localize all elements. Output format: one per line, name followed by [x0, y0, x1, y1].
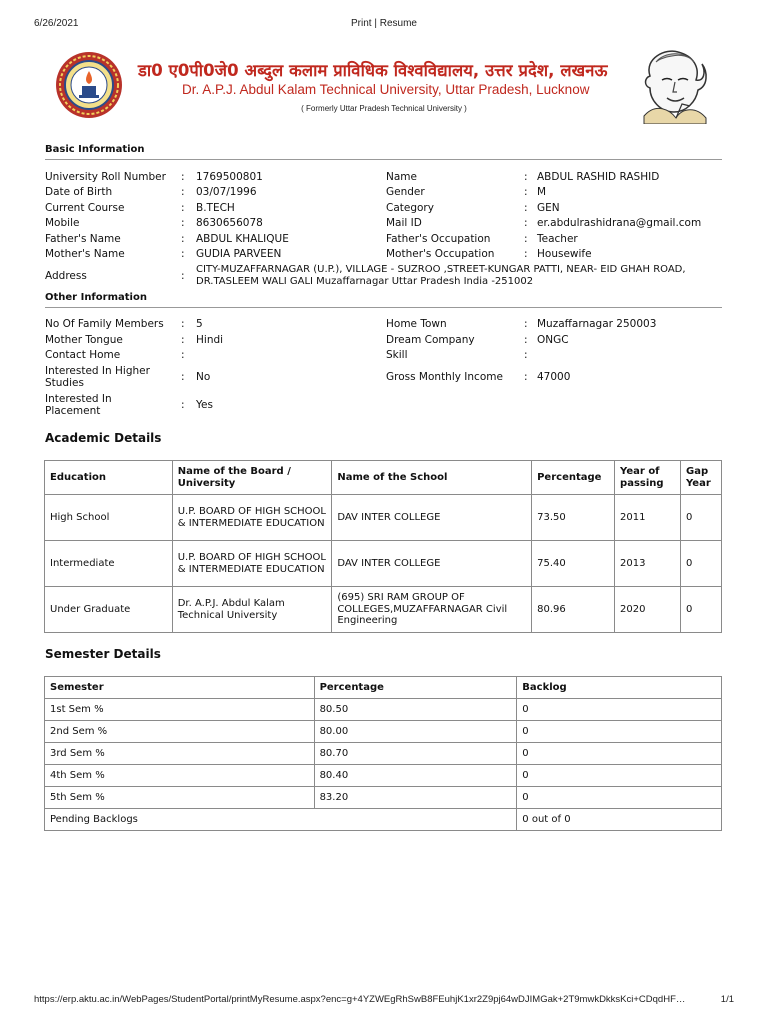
info-label: University Roll Number — [45, 171, 166, 183]
print-header — [34, 18, 734, 32]
colon: : — [181, 186, 185, 198]
section-divider — [45, 307, 722, 308]
table-cell: 1st Sem % — [45, 699, 315, 721]
info-label: Mobile — [45, 217, 80, 229]
table-header-row — [45, 461, 722, 495]
university-name-hindi: डा0 ए0पी0जे0 अब्दुल कलाम प्राविधिक विश्वविद्यालय, उत्तर प्रदेश, लखनऊ — [138, 61, 608, 80]
info-label: Name — [386, 171, 417, 183]
info-value: 5 — [196, 318, 203, 330]
colon: : — [524, 371, 528, 383]
table-cell: 5th Sem % — [45, 787, 315, 809]
table-cell: 0 — [517, 721, 722, 743]
table-row — [45, 495, 722, 541]
info-label: No Of Family Members — [45, 318, 164, 330]
column-header: Name of the School — [332, 461, 532, 495]
colon: : — [524, 171, 528, 183]
column-header: Year of passing — [615, 461, 681, 495]
address-row — [45, 264, 725, 290]
column-header: Name of the Board / University — [172, 461, 332, 495]
table-row — [45, 699, 722, 721]
colon: : — [181, 248, 185, 260]
colon: : — [524, 248, 528, 260]
academic-table — [44, 460, 722, 633]
table-cell: 0 — [517, 743, 722, 765]
pending-backlogs-value: 0 out of 0 — [517, 809, 722, 831]
info-label: Mother's Occupation — [386, 248, 495, 260]
table-header-row — [45, 677, 722, 699]
table-row — [45, 765, 722, 787]
academic-details-title: Academic Details — [45, 431, 162, 445]
info-value: 03/07/1996 — [196, 186, 257, 198]
colon: : — [524, 334, 528, 346]
table-cell: 0 — [680, 587, 721, 633]
info-value: Hindi — [196, 334, 224, 346]
table-row — [45, 587, 722, 633]
table-cell: 83.20 — [314, 787, 517, 809]
colon: : — [181, 202, 185, 214]
semester-details-title: Semester Details — [45, 647, 161, 661]
table-cell: 80.00 — [314, 721, 517, 743]
table-cell: U.P. BOARD OF HIGH SCHOOL & INTERMEDIATE EDUCATION — [172, 541, 332, 587]
pending-backlogs-label: Pending Backlogs — [45, 809, 517, 831]
table-cell: 0 — [517, 699, 722, 721]
info-value: GEN — [537, 202, 560, 214]
info-value: 47000 — [537, 371, 571, 383]
table-cell: 3rd Sem % — [45, 743, 315, 765]
table-cell: (695) SRI RAM GROUP OF COLLEGES,MUZAFFARNAGAR Civil Engineering — [332, 587, 532, 633]
info-label: Interested In Higher Studies — [45, 365, 150, 389]
table-cell: Dr. A.P.J. Abdul Kalam Technical University — [172, 587, 332, 633]
table-cell: 80.40 — [314, 765, 517, 787]
info-value: Muzaffarnagar 250003 — [537, 318, 657, 330]
info-label: Father's Name — [45, 233, 121, 245]
table-cell: 75.40 — [532, 541, 615, 587]
info-value: ABDUL RASHID RASHID — [537, 171, 660, 183]
column-header: Backlog — [517, 677, 722, 699]
address-value: CITY-MUZAFFARNAGAR (U.P.), VILLAGE - SUZROO ,STREET-KUNGAR PATTI, NEAR- EID GHAH ROAD, DR.TASLEEM WALI GALI Muzaffarnagar Uttar Pradesh India -251002 — [196, 264, 686, 287]
colon: : — [524, 186, 528, 198]
semester-table — [44, 676, 722, 831]
info-label: Skill — [386, 349, 408, 361]
table-cell: 0 — [680, 495, 721, 541]
other-info-title: Other Information — [45, 292, 147, 303]
info-value: 8630656078 — [196, 217, 263, 229]
print-footer — [34, 994, 734, 1005]
info-label: Home Town — [386, 318, 447, 330]
table-cell: Under Graduate — [45, 587, 173, 633]
section-divider — [45, 159, 722, 160]
table-cell: 80.50 — [314, 699, 517, 721]
info-value: No — [196, 371, 211, 383]
colon: : — [181, 349, 185, 361]
table-cell: 0 — [680, 541, 721, 587]
colon: : — [181, 318, 185, 330]
info-label: Gender — [386, 186, 425, 198]
table-cell: 4th Sem % — [45, 765, 315, 787]
info-value: Housewife — [537, 248, 592, 260]
university-name-english: Dr. A.P.J. Abdul Kalam Technical University, Uttar Pradesh, Lucknow — [182, 82, 590, 97]
colon: : — [181, 334, 185, 346]
column-header: Percentage — [314, 677, 517, 699]
info-label: Category — [386, 202, 434, 214]
table-cell: 0 — [517, 765, 722, 787]
info-label: Dream Company — [386, 334, 475, 346]
colon: : — [181, 171, 185, 183]
info-value: GUDIA PARVEEN — [196, 248, 282, 260]
table-cell: 2020 — [615, 587, 681, 633]
column-header: Gap Year — [680, 461, 721, 495]
table-cell: U.P. BOARD OF HIGH SCHOOL & INTERMEDIATE EDUCATION — [172, 495, 332, 541]
info-row — [45, 365, 725, 389]
colon: : — [181, 371, 185, 383]
table-cell: Intermediate — [45, 541, 173, 587]
table-row — [45, 787, 722, 809]
info-label: Date of Birth — [45, 186, 113, 198]
info-value: er.abdulrashidrana@gmail.com — [537, 217, 702, 229]
info-value: ONGC — [537, 334, 569, 346]
table-row — [45, 541, 722, 587]
print-url[interactable]: https://erp.aktu.ac.in/WebPages/StudentPortal/printMyResume.aspx?enc=g+4YZWEgRhSwB8FEuhjK1xr2Z9pj64wDJIMGak+2T9mwkDkksKci+CDqdHF… — [34, 994, 686, 1005]
colon: : — [181, 233, 185, 245]
colon: : — [524, 202, 528, 214]
info-label: Address — [45, 270, 87, 282]
info-label: Current Course — [45, 202, 125, 214]
basic-info-title: Basic Information — [45, 144, 145, 155]
colon: : — [524, 233, 528, 245]
colon: : — [181, 217, 185, 229]
info-value: ABDUL KHALIQUE — [196, 233, 289, 245]
table-cell: 2nd Sem % — [45, 721, 315, 743]
column-header: Education — [45, 461, 173, 495]
table-row — [45, 743, 722, 765]
info-label: Gross Monthly Income — [386, 371, 503, 383]
table-cell: DAV INTER COLLEGE — [332, 495, 532, 541]
info-label: Father's Occupation — [386, 233, 491, 245]
table-cell: 80.70 — [314, 743, 517, 765]
print-title: Print | Resume — [351, 18, 417, 29]
table-cell: DAV INTER COLLEGE — [332, 541, 532, 587]
pending-backlogs-row — [45, 809, 722, 831]
info-value: M — [537, 186, 547, 198]
info-label: Interested In Placement — [45, 393, 112, 417]
print-date: 6/26/2021 — [34, 18, 79, 29]
info-value: 1769500801 — [196, 171, 263, 183]
table-cell: High School — [45, 495, 173, 541]
table-cell: 80.96 — [532, 587, 615, 633]
colon: : — [524, 217, 528, 229]
info-value: B.TECH — [196, 202, 235, 214]
info-label: Mother Tongue — [45, 334, 123, 346]
colon: : — [181, 399, 185, 411]
university-formerly: ( Formerly Uttar Pradesh Technical University ) — [301, 104, 467, 113]
table-cell: 2011 — [615, 495, 681, 541]
info-value: Yes — [196, 399, 213, 411]
table-row — [45, 721, 722, 743]
info-label: Mother's Name — [45, 248, 125, 260]
column-header: Semester — [45, 677, 315, 699]
info-label: Contact Home — [45, 349, 121, 361]
colon: : — [181, 270, 185, 282]
page-number: 1/1 — [720, 994, 734, 1005]
table-cell: 73.50 — [532, 495, 615, 541]
colon: : — [524, 349, 528, 361]
table-cell: 2013 — [615, 541, 681, 587]
info-label: Mail ID — [386, 217, 422, 229]
colon: : — [524, 318, 528, 330]
info-row — [45, 393, 725, 417]
info-value: Teacher — [537, 233, 578, 245]
table-cell: 0 — [517, 787, 722, 809]
column-header: Percentage — [532, 461, 615, 495]
